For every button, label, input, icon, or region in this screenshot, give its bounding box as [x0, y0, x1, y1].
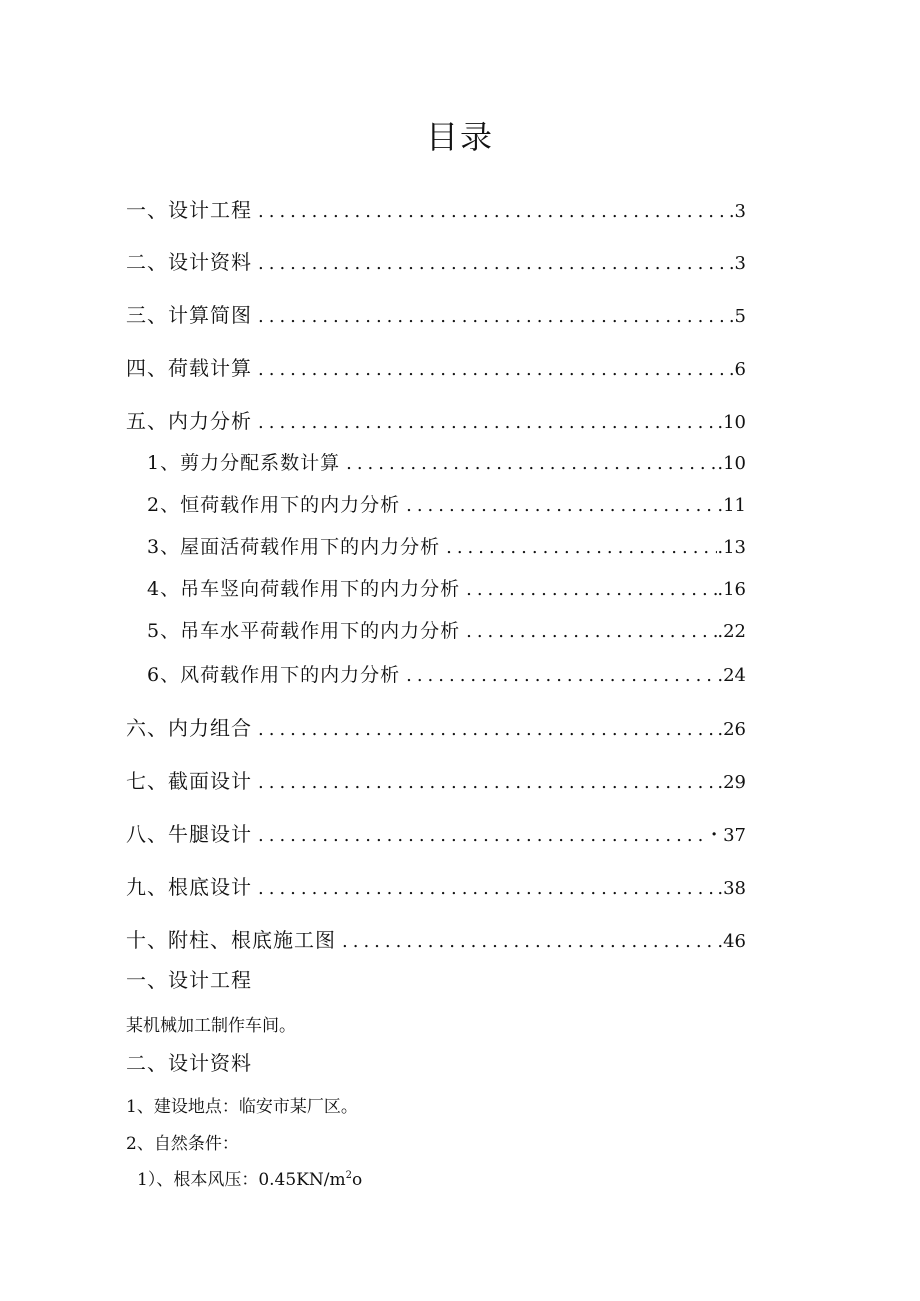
toc-entry-label: 4、吊车竖向荷载作用下的内力分析: [147, 578, 461, 600]
toc-entry-label: 1、剪力分配系数计算: [147, 452, 341, 474]
toc-leader-dots: [406, 495, 717, 516]
toc-leader-dots: [258, 359, 729, 380]
toc-entry-subsection-5-5[interactable]: [147, 616, 746, 643]
toc-leader-dots: [406, 665, 717, 686]
list-item-natural-conditions: 2、自然条件：: [126, 1134, 239, 1154]
toc-leader-dots: [466, 579, 717, 600]
wind-pressure-text: 1）、根本风压：0.45KN/m: [137, 1170, 346, 1190]
toc-entry-subsection-5-6[interactable]: [147, 660, 746, 687]
toc-entry-label: 二、设计资料: [126, 250, 252, 274]
toc-entry-page: .6: [728, 359, 746, 380]
toc-entry-label: 八、牛腿设计: [126, 822, 252, 846]
toc-entry-subsection-5-4[interactable]: [147, 574, 746, 601]
list-item-wind-pressure: [137, 1165, 362, 1190]
toc-entry-section-7[interactable]: [126, 765, 746, 794]
toc-entry-subsection-5-2[interactable]: [147, 490, 746, 517]
toc-entry-label: 一、设计工程: [126, 198, 252, 222]
toc-entry-subsection-5-3[interactable]: [147, 532, 746, 559]
toc-leader-dots: [258, 306, 729, 327]
toc-entry-page: .24: [717, 665, 746, 686]
list-item-location: 1、建设地点：临安市某厂区。: [126, 1097, 358, 1117]
toc-entry-label: 5、吊车水平荷载作用下的内力分析: [147, 620, 461, 642]
paragraph-project-description: 某机械加工制作车间。: [126, 1016, 296, 1036]
toc-entry-label: 四、荷载计算: [126, 356, 252, 380]
toc-entry-section-10[interactable]: [126, 924, 746, 953]
toc-entry-label: 十、附柱、根底施工图: [126, 928, 336, 952]
toc-entry-page: .10: [717, 412, 746, 433]
toc-entry-label: 五、内力分析: [126, 409, 252, 433]
toc-leader-dots: [258, 719, 717, 740]
toc-leader-dots: [346, 453, 717, 474]
toc-entry-page: .26: [717, 719, 746, 740]
toc-entry-page: .3: [728, 253, 746, 274]
wind-pressure-exponent: 2: [345, 1170, 352, 1181]
toc-entry-subsection-5-1[interactable]: [147, 448, 746, 475]
toc-entry-page: .11: [717, 495, 746, 516]
toc-entry-page: .10: [717, 453, 746, 474]
toc-leader-dots: [258, 412, 717, 433]
toc-entry-section-1[interactable]: [126, 194, 746, 223]
toc-entry-page: .5: [728, 306, 746, 327]
toc-leader-dots: [342, 931, 717, 952]
toc-entry-section-4[interactable]: [126, 352, 746, 381]
toc-entry-page: .46: [717, 931, 746, 952]
toc-leader-dots: [258, 201, 729, 222]
section-heading-design-data: 二、设计资料: [126, 1051, 252, 1075]
toc-leader-dots: [466, 621, 717, 642]
toc-entry-page: .13: [717, 537, 746, 558]
toc-entry-label: 3、屋面活荷载作用下的内力分析: [147, 536, 441, 558]
toc-leader-dots: [258, 772, 717, 793]
toc-entry-page: .3: [728, 201, 746, 222]
toc-entry-section-8[interactable]: [126, 818, 746, 847]
toc-entry-section-3[interactable]: [126, 299, 746, 328]
toc-entry-page: .29: [717, 772, 746, 793]
section-heading-design-project: 一、设计工程: [126, 968, 252, 992]
toc-entry-page: .22: [717, 621, 746, 642]
toc-entry-section-6[interactable]: [126, 712, 746, 741]
toc-leader-dots: [258, 253, 729, 274]
toc-entry-section-9[interactable]: [126, 871, 746, 900]
toc-leader-dots: [446, 537, 717, 558]
toc-entry-page: ・37: [705, 825, 746, 846]
toc-leader-dots: [258, 878, 717, 899]
toc-title: 目录: [425, 118, 494, 156]
toc-entry-label: 九、根底设计: [126, 875, 252, 899]
toc-entry-label: 2、恒荷载作用下的内力分析: [147, 494, 401, 516]
toc-entry-label: 六、内力组合: [126, 716, 252, 740]
toc-leader-dots: [258, 825, 705, 846]
toc-entry-page: .16: [717, 579, 746, 600]
toc-entry-label: 三、计算简图: [126, 303, 252, 327]
toc-entry-label: 七、截面设计: [126, 769, 252, 793]
wind-pressure-suffix: o: [351, 1170, 363, 1190]
toc-entry-section-2[interactable]: [126, 246, 746, 275]
toc-entry-label: 6、风荷载作用下的内力分析: [147, 664, 401, 686]
toc-entry-page: .38: [717, 878, 746, 899]
toc-entry-section-5[interactable]: [126, 405, 746, 434]
